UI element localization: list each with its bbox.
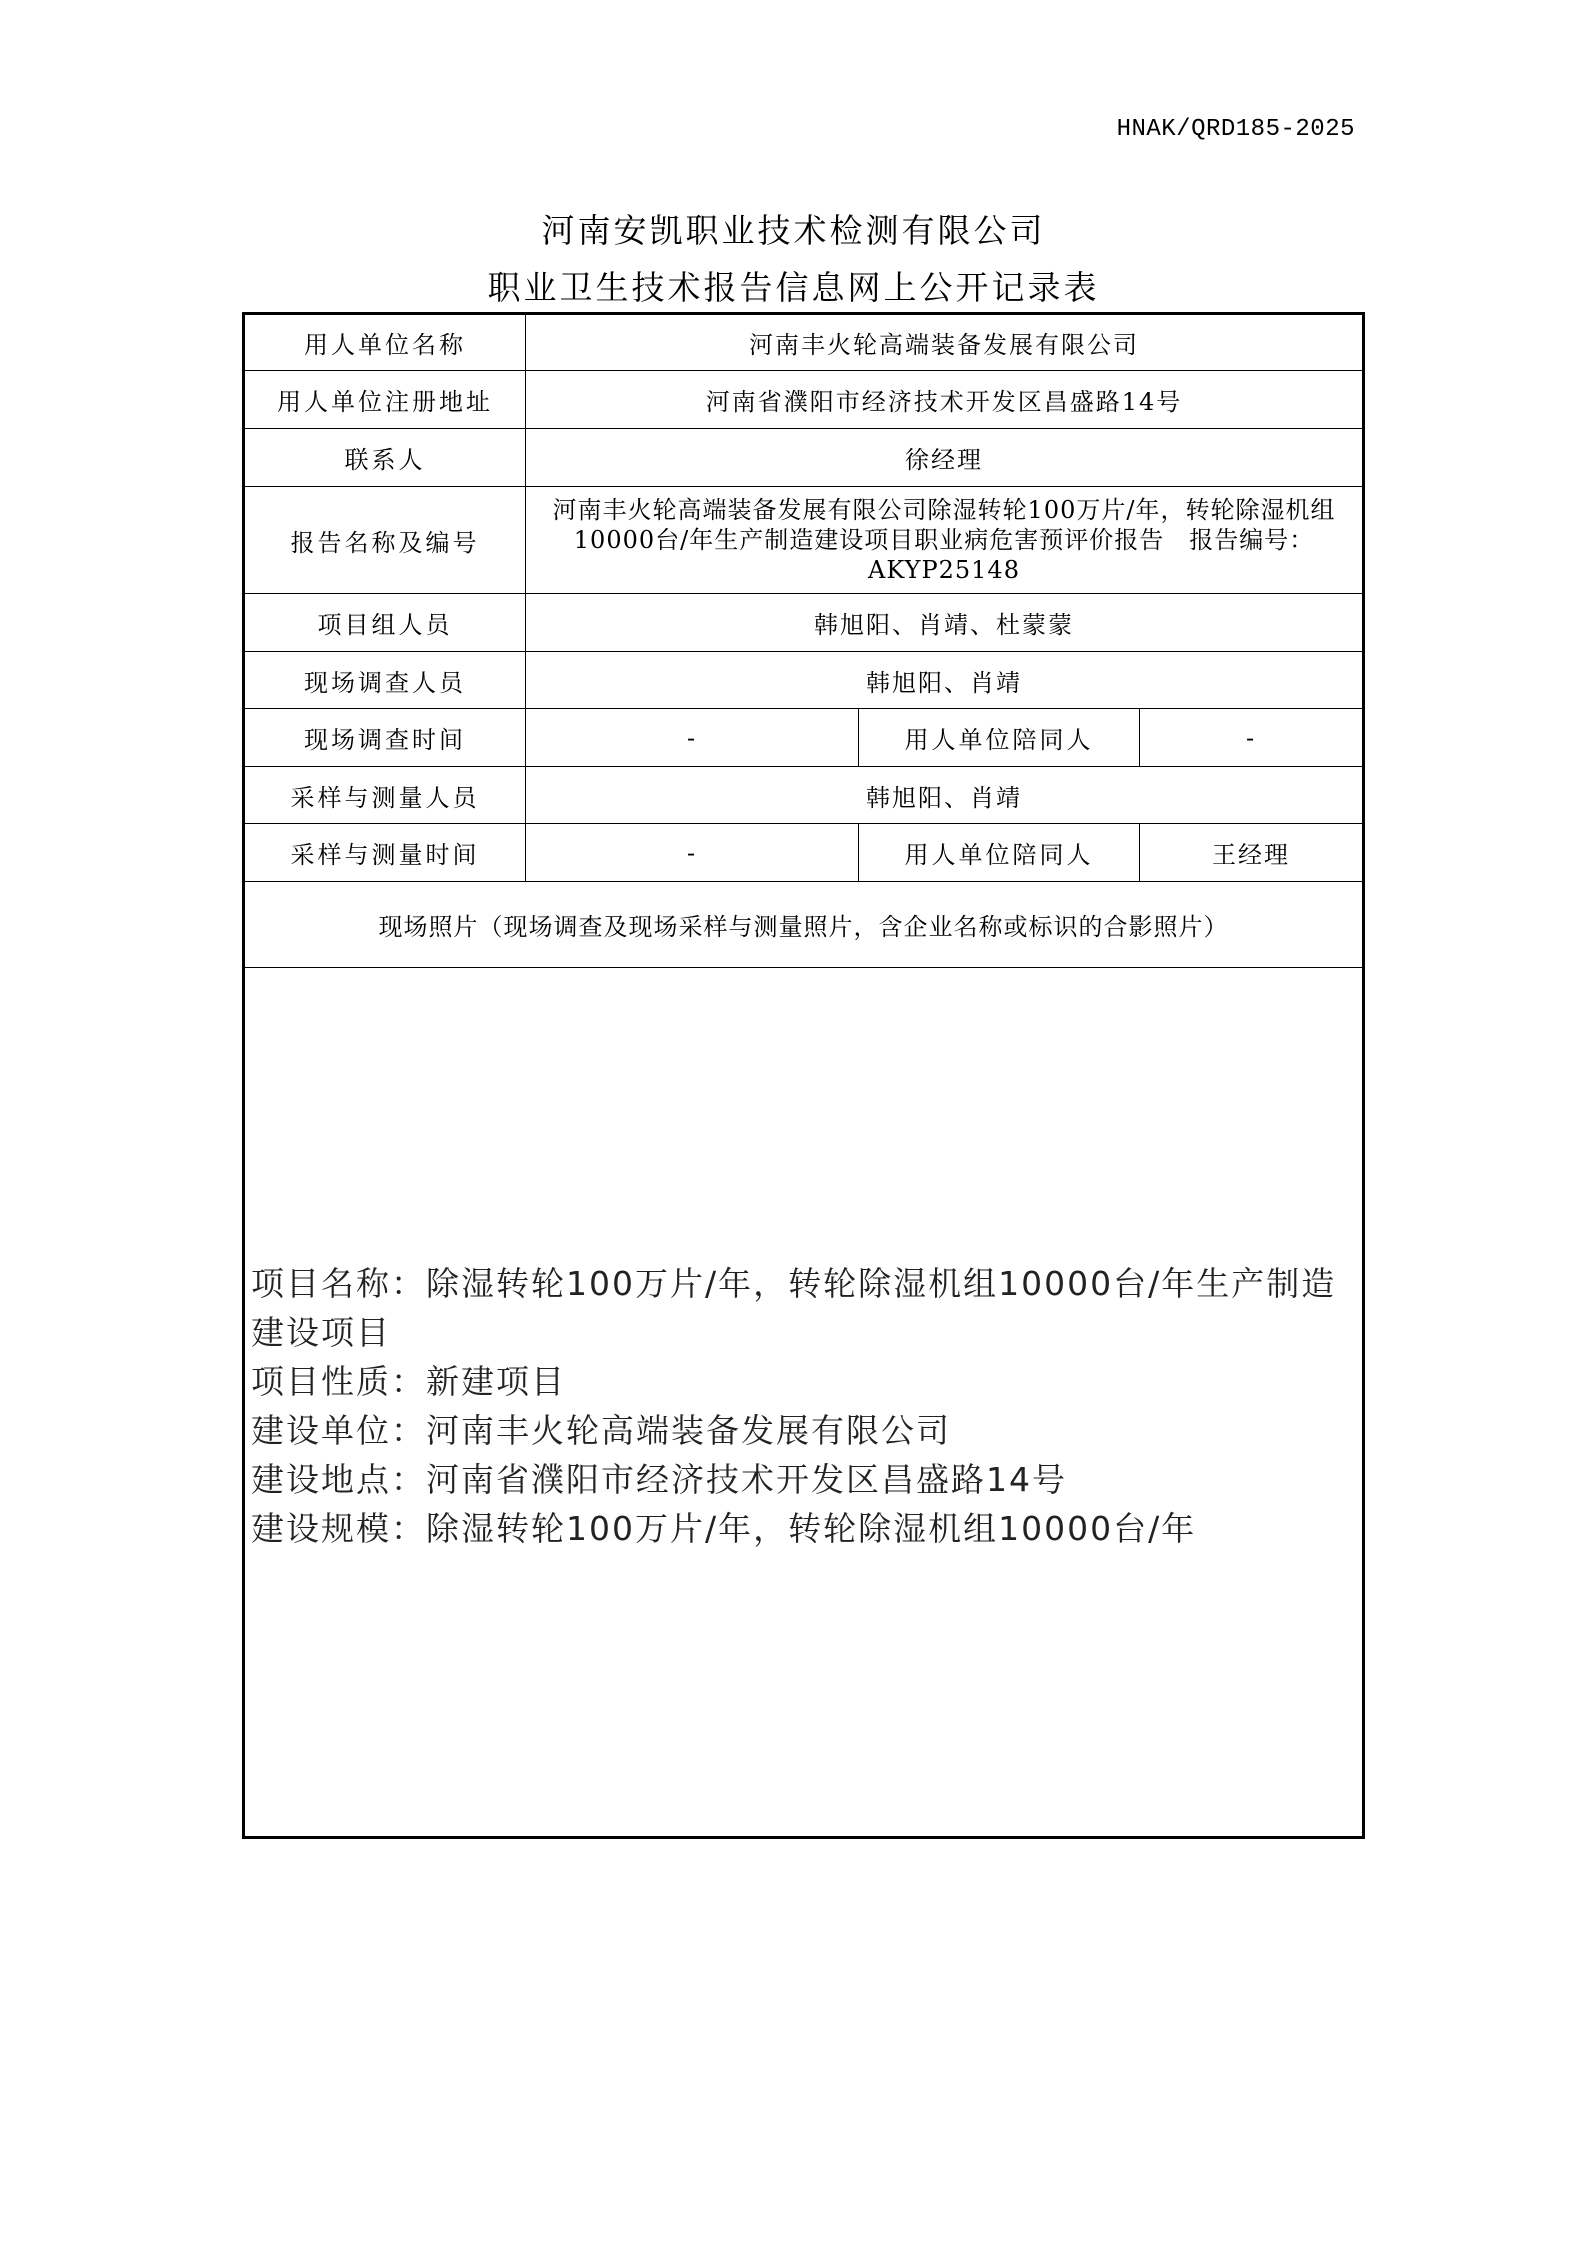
sampling-staff-label: 采样与测量人员 [244, 767, 526, 824]
site-photo-area [244, 968, 1364, 1838]
row-survey-staff [244, 652, 1364, 709]
sampling-time-label: 采样与测量时间 [244, 824, 526, 882]
row-photo [244, 968, 1364, 1838]
row-photo-caption [244, 882, 1364, 968]
photo-text-block [251, 1259, 1358, 1553]
record-table [242, 312, 1365, 1839]
row-employer-name [244, 314, 1364, 371]
report-value: 河南丰火轮高端装备发展有限公司除湿转轮100万片/年，转轮除湿机组10000台/年生产制造建设项目职业病危害预评价报告 报告编号：AKYP25148 [526, 487, 1364, 594]
report-label: 报告名称及编号 [244, 487, 526, 594]
row-sampling-time [244, 824, 1364, 882]
registered-address-value: 河南省濮阳市经济技术开发区昌盛路14号 [526, 371, 1364, 429]
company-title: 河南安凯职业技术检测有限公司 [541, 211, 1046, 250]
survey-companion-value: - [1140, 709, 1364, 767]
sampling-companion-label: 用人单位陪同人 [859, 824, 1140, 882]
sampling-time-value: - [526, 824, 859, 882]
photo-caption: 现场照片（现场调查及现场采样与测量照片，含企业名称或标识的合影照片） [244, 882, 1364, 968]
registered-address-label: 用人单位注册地址 [244, 371, 526, 429]
row-sampling-staff [244, 767, 1364, 824]
row-project-team [244, 594, 1364, 652]
row-contact [244, 429, 1364, 487]
photo-builder: 建设单位：河南丰火轮高端装备发展有限公司 [251, 1411, 951, 1450]
photo-project-nature: 项目性质：新建项目 [251, 1362, 566, 1401]
row-survey-time [244, 709, 1364, 767]
survey-staff-value: 韩旭阳、肖靖 [526, 652, 1364, 709]
document-code: HNAK/QRD185-2025 [1116, 116, 1355, 143]
row-report [244, 487, 1364, 594]
survey-companion-label: 用人单位陪同人 [859, 709, 1140, 767]
form-title: 职业卫生技术报告信息网上公开记录表 [487, 268, 1100, 307]
photo-location: 建设地点：河南省濮阳市经济技术开发区昌盛路14号 [251, 1460, 1067, 1499]
contact-label: 联系人 [244, 429, 526, 487]
employer-name-label: 用人单位名称 [244, 314, 526, 371]
survey-staff-label: 现场调查人员 [244, 652, 526, 709]
employer-name-value: 河南丰火轮高端装备发展有限公司 [526, 314, 1364, 371]
contact-value: 徐经理 [526, 429, 1364, 487]
project-team-value: 韩旭阳、肖靖、杜蒙蒙 [526, 594, 1364, 652]
sampling-companion-value: 王经理 [1140, 824, 1364, 882]
photo-scale: 建设规模：除湿转轮100万片/年，转轮除湿机组10000台/年 [251, 1509, 1197, 1548]
sampling-staff-value: 韩旭阳、肖靖 [526, 767, 1364, 824]
survey-time-value: - [526, 709, 859, 767]
row-registered-address [244, 371, 1364, 429]
photo-project-name: 项目名称：除湿转轮100万片/年，转轮除湿机组10000台/年生产制造建设项目 [251, 1264, 1337, 1352]
survey-time-label: 现场调查时间 [244, 709, 526, 767]
project-team-label: 项目组人员 [244, 594, 526, 652]
